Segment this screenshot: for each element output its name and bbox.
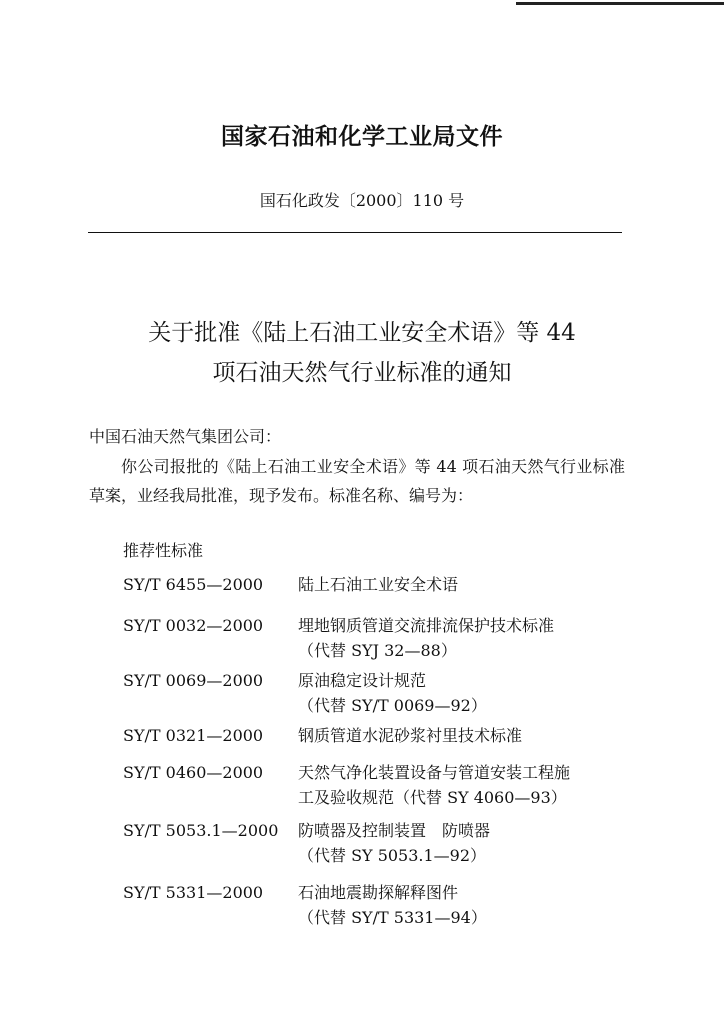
section-label: 推荐性标准 [123,541,204,560]
header-divider [88,232,622,233]
scan-edge-rule [516,2,724,5]
standard-code: SY/T 0032—2000 [123,616,264,635]
standard-item [123,723,633,748]
standard-code: SY/T 0460—2000 [123,763,264,782]
standard-item [123,760,633,810]
standard-item [123,572,633,597]
standard-name: 石油地震勘探解释图件 [298,883,459,902]
standard-code: SY/T 5053.1—2000 [123,821,279,840]
standard-code: SY/T 5331—2000 [123,883,264,902]
notice-title-line-1: 关于批准《陆上石油工业安全术语》等 44 [148,320,576,346]
standard-name: 钢质管道水泥砂浆衬里技术标准 [298,726,523,745]
standard-name: 埋地钢质管道交流排流保护技术标准 [298,616,555,635]
body-paragraph: 你公司报批的《陆上石油工业安全术语》等 44 项石油天然气行业标准草案，业经我局批准，现予发布。标准名称、编号为： [89,457,625,505]
standard-code: SY/T 0069—2000 [123,671,264,690]
standard-item [123,880,633,930]
standard-note: （代替 SY/T 0069—92） [298,696,487,715]
standard-note: （代替 SY 5053.1—92） [298,846,487,865]
notice-title [0,313,724,393]
standard-item [123,668,633,718]
document-number: 国石化政发〔2000〕110 号 [259,191,465,210]
standard-name: 陆上石油工业安全术语 [298,575,459,594]
standard-name: 原油稳定设计规范 [298,671,427,690]
standard-name: 防喷器及控制装置 防喷器 [298,821,491,840]
standard-note: （代替 SY/T 5331—94） [298,908,487,927]
standard-note: （代替 SYJ 32—88） [298,641,457,660]
standard-code: SY/T 6455—2000 [123,575,264,594]
standard-item [123,613,633,663]
standards-list [123,572,633,930]
standard-code: SY/T 0321—2000 [123,726,264,745]
notice-title-line-2: 项石油天然气行业标准的通知 [212,360,512,386]
standard-name: 天然气净化装置设备与管道安装工程施 [298,763,571,782]
issuer-header: 国家石油和化学工业局文件 [221,124,503,150]
standard-note: 工及验收规范（代替 SY 4060—93） [298,788,567,807]
standard-item [123,818,633,868]
addressee: 中国石油天然气集团公司： [89,427,282,446]
